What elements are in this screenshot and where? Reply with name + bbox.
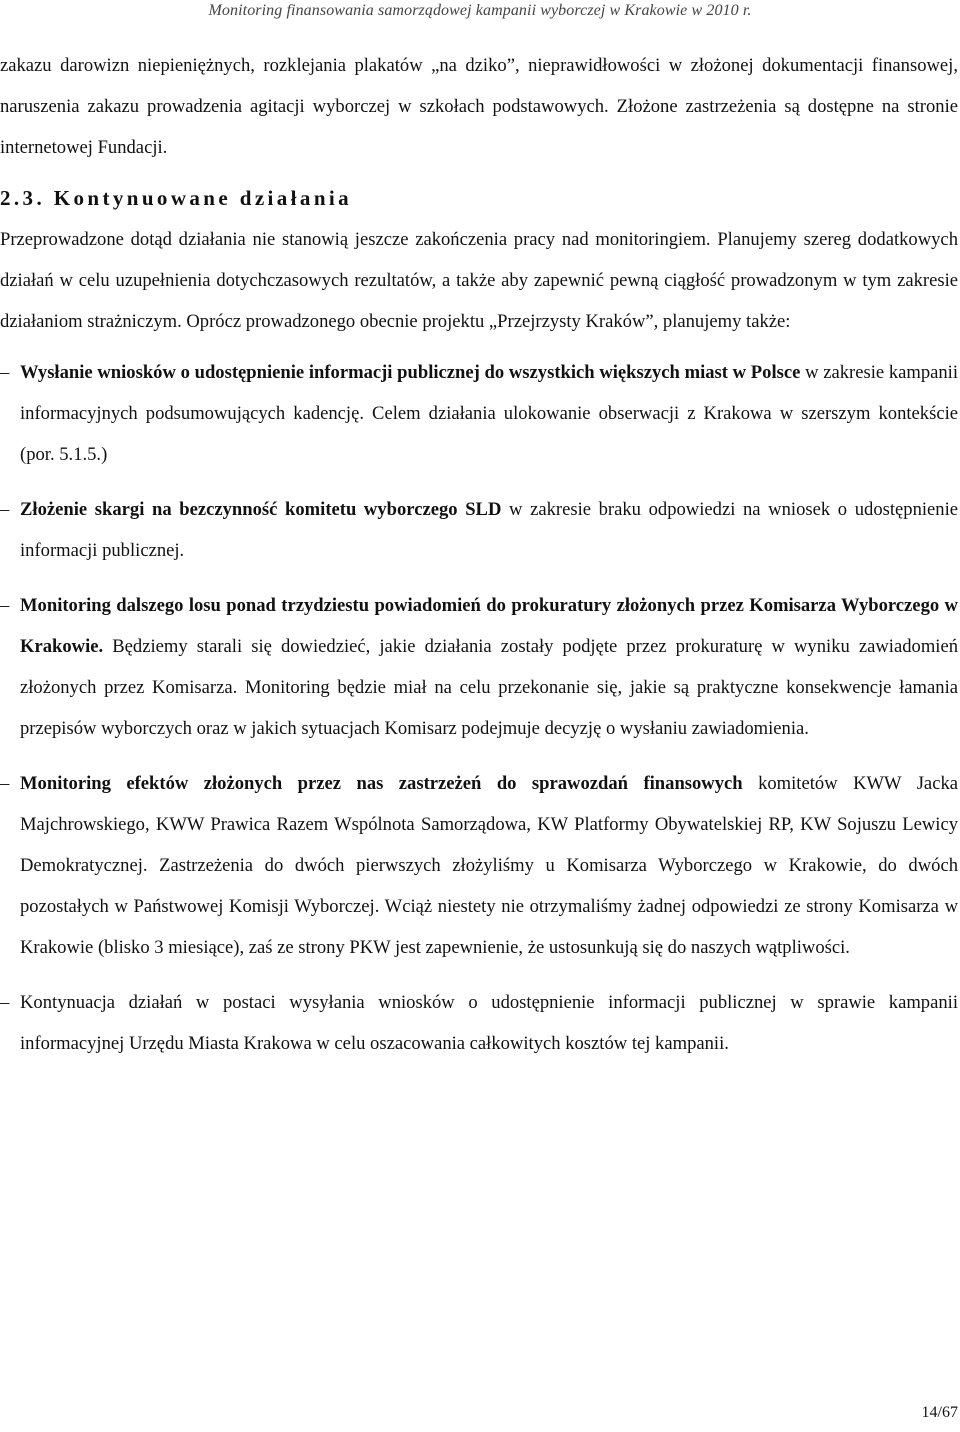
section-title: Kontynuowane działania [53,186,353,210]
planned-actions-list [0,352,958,1064]
intro-paragraph: zakazu darowizn niepieniężnych, rozklejania plakatów „na dziko”, nieprawidłowości w złożonej dokumentacji finansowej, naruszenia zakazu prowadzenia agitacji wyborczej w szkołach podstawowych. Złożone zastrzeżenia są dostępne na stronie internetowej Fundacji. [0,55,958,158]
item-text: Będziemy starali się dowiedzieć, jakie działania zostały podjęte przez prokuraturę w wyniku zawiadomień złożonych przez Komisarza. Monitoring będzie miał na celu przekonanie się, jakie są praktyczne konsekwencje łamania przepisów wyborczych oraz w jakich sytuacjach Komisarz podejmuje decyzję o wysłaniu zawiadomienia. [20,636,958,739]
dash-bullet: – [0,992,10,1013]
document-body [0,45,958,1078]
item-text: w zakresie braku odpowiedzi na wniosek o udostępnienie informacji publicznej. [20,499,959,561]
list-item [0,763,958,968]
page-number: 14/67 [921,1404,958,1421]
list-item [0,489,958,571]
item-bold-text: Wysłanie wniosków o udostępnienie informacji publicznej do wszystkich większych miast w Polsce [20,362,801,383]
item-bold-text: Monitoring efektów złożonych przez nas zastrzeżeń do sprawozdań finansowych [20,773,743,794]
list-item [0,352,958,475]
running-header: Monitoring finansowania samorządowej kampanii wyborczej w Krakowie w 2010 r. [208,2,752,19]
item-text: komitetów KWW Jacka Majchrowskiego, KWW Prawica Razem Wspólnota Samorządowa, KW Platformy Obywatelskiej RP, KW Sojuszu Lewicy Demokratycznej. Zastrzeżenia do dwóch pierwszych złożyliśmy u Komisarza Wyborczego w Krakowie, do dwóch pozostałych w Państwowej Komisji Wyborczej. Wciąż niestety nie otrzymaliśmy żadnej odpowiedzi ze strony Komisarza w Krakowie (blisko 3 miesiące), zaś ze strony PKW jest zapewnienie, że ustosunkują się do naszych wątpliwości. [20,773,958,958]
dash-bullet: – [0,362,10,383]
section-heading [0,178,958,219]
dash-bullet: – [0,499,10,520]
list-item [0,982,958,1064]
section-number: 2.3. [0,186,46,210]
item-text: Kontynuacja działań w postaci wysyłania wniosków o udostępnienie informacji publicznej w sprawie kampanii informacyjnej Urzędu Miasta Krakowa w celu oszacowania całkowitych kosztów tej kampanii. [20,992,958,1054]
dash-bullet: – [0,595,10,616]
dash-bullet: – [0,773,10,794]
item-bold-text: Monitoring dalszego losu ponad trzydziestu powiadomień do prokuratury złożonych przez Komisarza Wyborczego w Krakowie. [20,595,958,657]
list-item [0,585,958,749]
item-text: w zakresie kampanii informacyjnych podsumowujących kadencję. Celem działania ulokowanie obserwacji z Krakowa w szerszym kontekście (por. 5.1.5.) [20,362,959,465]
item-bold-text: Złożenie skargi na bezczynność komitetu wyborczego SLD [20,499,502,520]
section-paragraph: Przeprowadzone dotąd działania nie stanowią jeszcze zakończenia pracy nad monitoringiem. Planujemy szereg dodatkowych działań w celu uzupełnienia dotychczasowych rezultatów, a także aby zapewnić pewną ciągłość prowadzonym w tym zakresie działaniom strażniczym. Oprócz prowadzonego obecnie projektu „Przejrzysty Kraków”, planujemy także: [0,229,958,332]
